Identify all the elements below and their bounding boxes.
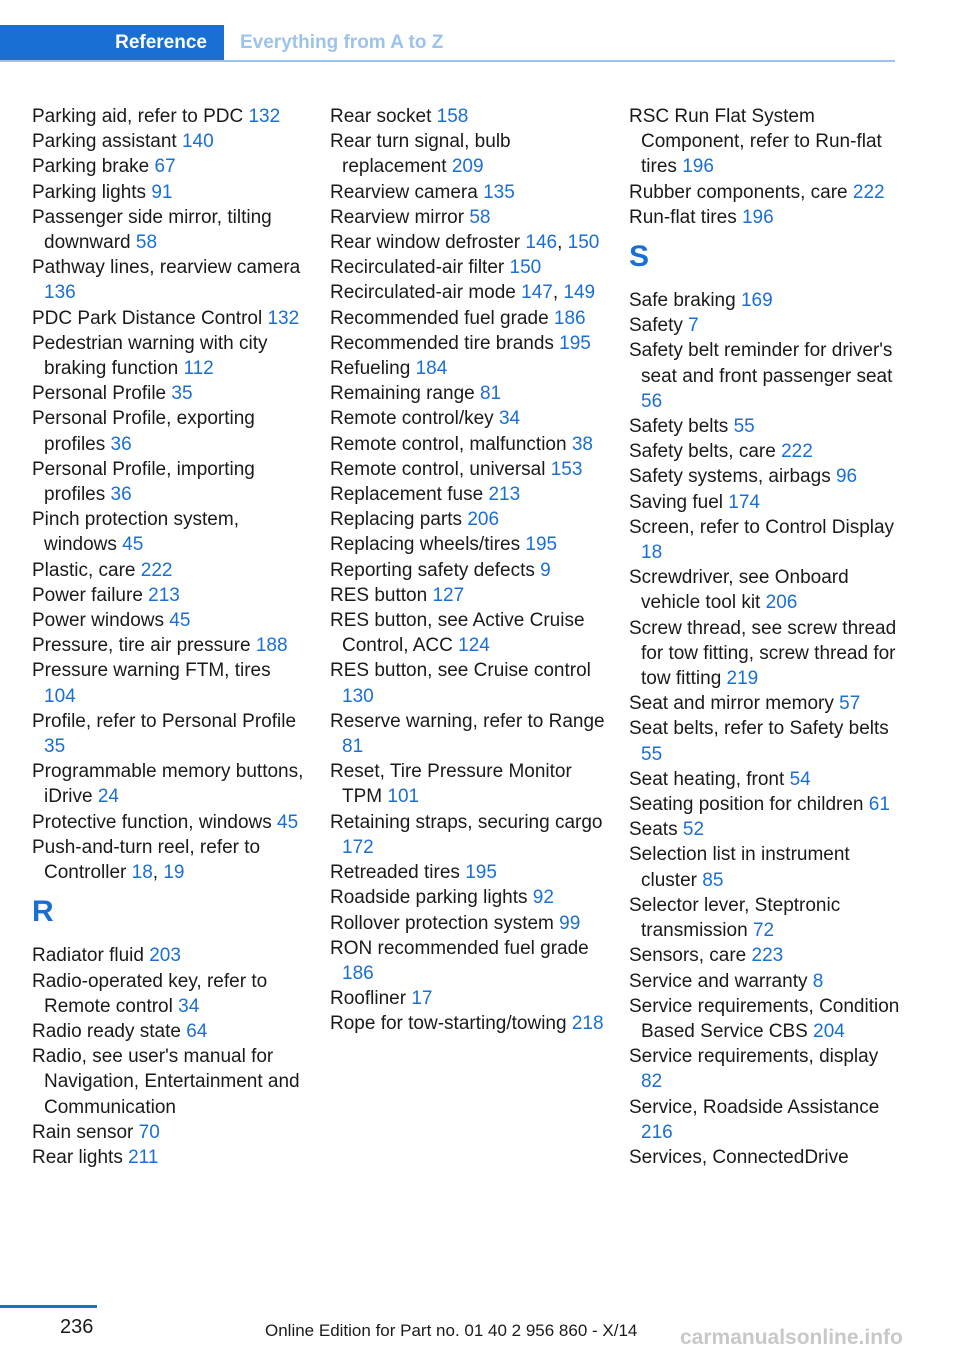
- index-entry-term: Safety: [629, 315, 683, 337]
- index-entry-term: Selection list in instrument cluster: [629, 844, 850, 891]
- index-entry-term: Rain sensor: [32, 1121, 134, 1143]
- page-reference-link[interactable]: 206: [765, 592, 798, 614]
- index-entry: [330, 457, 605, 482]
- index-entry-term: Replacement fuse: [330, 484, 484, 506]
- index-entry-term: Rollover protection system: [330, 912, 554, 934]
- index-entry-term: Retreaded tires: [330, 862, 460, 884]
- page-reference-link[interactable]: 174: [728, 491, 760, 513]
- index-entry-term: Plastic, care: [32, 559, 136, 581]
- page-reference-link[interactable]: 67: [154, 156, 176, 178]
- page-reference-link[interactable]: 169: [740, 290, 773, 312]
- index-entry: [32, 180, 307, 205]
- index-entry: [32, 457, 307, 507]
- index-entry-term: Reset, Tire Pressure Monitor TPM: [330, 761, 572, 808]
- index-entry: [330, 255, 605, 280]
- page-reference-link[interactable]: 61: [868, 794, 890, 816]
- index-entry: [330, 810, 605, 860]
- page-reference-link[interactable]: 57: [839, 693, 861, 715]
- index-entry-term: Rearview mirror: [330, 206, 465, 228]
- page-reference-link[interactable]: 219: [726, 668, 759, 690]
- index-column-2: [330, 104, 605, 1037]
- page-reference-link[interactable]: 140: [181, 131, 214, 153]
- index-entry-term: Refueling: [330, 358, 411, 380]
- page-reference-link[interactable]: 195: [559, 332, 591, 354]
- index-entry-term: Pinch protection system, windows: [32, 509, 239, 556]
- page-reference-link[interactable]: 35: [44, 736, 66, 758]
- index-entry-term: Seat and mirror memory: [629, 693, 834, 715]
- page-reference-link[interactable]: 19: [163, 862, 185, 884]
- page-reference-link[interactable]: 45: [169, 610, 191, 632]
- index-column-1: [32, 104, 307, 1170]
- page-reference-link[interactable]: 195: [465, 862, 497, 884]
- index-entry: [629, 288, 904, 313]
- index-entry-term: Radiator fluid: [32, 945, 144, 967]
- index-entry: [629, 716, 904, 766]
- index-entry-term: Run-flat tires: [629, 206, 737, 228]
- index-entry: [330, 432, 605, 457]
- index-entry: [32, 1120, 307, 1145]
- page-reference-link[interactable]: 186: [342, 962, 374, 984]
- page-reference-link[interactable]: 127: [432, 584, 465, 606]
- page-reference-link[interactable]: 72: [752, 920, 775, 942]
- index-entry-term: Saving fuel: [629, 491, 724, 513]
- page-reference-link[interactable]: 92: [532, 887, 554, 909]
- index-entry-term: Profile, refer to Personal Profile: [32, 710, 297, 732]
- index-entry-term: Remaining range: [330, 383, 475, 405]
- footer-rule: [0, 1305, 97, 1308]
- page-reference-link[interactable]: 184: [415, 358, 448, 380]
- index-entry: [32, 507, 307, 557]
- index-entry: [32, 306, 307, 331]
- index-entry-term: Parking aid, refer to PDC: [32, 106, 244, 127]
- index-entry: [629, 969, 904, 994]
- index-entry: [330, 936, 605, 986]
- index-entry-term: Parking brake: [32, 156, 150, 178]
- index-entry: Push-and-turn reel, refer to Controller 18, 19: [32, 836, 261, 884]
- index-entry-term: Seating position for children: [629, 794, 864, 816]
- index-entry: [32, 1019, 307, 1044]
- index-entry: [32, 709, 307, 759]
- page-reference-link[interactable]: 35: [171, 383, 193, 405]
- index-entry-term: Pressure warning FTM, tires: [32, 660, 271, 682]
- index-entry-term: Rearview camera: [330, 181, 478, 203]
- index-entry-term: Rear turn signal, bulb replacement: [330, 131, 511, 178]
- index-entry-term: Seat belts, refer to Safety belts: [629, 718, 889, 740]
- index-entry-term: Personal Profile: [32, 383, 167, 405]
- index-entry-term: Screwdriver, see Onboard vehicle tool kit: [629, 567, 849, 614]
- page-reference-link[interactable]: 132: [267, 307, 300, 329]
- index-entry-term: Selector lever, Steptronic transmission: [629, 894, 841, 942]
- index-entry-term: Passenger side mirror, tilting downward: [32, 206, 272, 254]
- index-entry-term: Rope for tow-starting/towing: [330, 1013, 567, 1035]
- index-entry-term: Safety systems, airbags: [629, 466, 831, 488]
- page-reference-link[interactable]: 222: [140, 559, 173, 581]
- index-entry: [629, 943, 904, 968]
- index-entry: [32, 255, 307, 305]
- page-reference-link[interactable]: 55: [641, 743, 663, 765]
- page-reference-link[interactable]: 222: [852, 181, 885, 203]
- page-reference-link[interactable]: 96: [835, 466, 858, 488]
- index-entry-term: Recommended fuel grade: [330, 307, 549, 329]
- index-entry-term: RES button: [330, 584, 428, 606]
- index-entry-term: Parking lights: [32, 181, 147, 203]
- index-entry: [330, 205, 605, 230]
- index-entry-term: Service, Roadside Assistance: [629, 1096, 880, 1118]
- index-entry: [330, 406, 605, 431]
- page-reference-link[interactable]: 101: [387, 786, 420, 808]
- section-tab-reference: Reference: [0, 25, 224, 60]
- page-reference-link[interactable]: 45: [277, 811, 299, 833]
- index-entry: [32, 583, 307, 608]
- index-entry-term: Radio, see user's manual for Navigation, Entertainment and Communication: [32, 1046, 300, 1118]
- page-reference-link[interactable]: 91: [151, 181, 173, 203]
- index-entry: [330, 583, 605, 608]
- page-reference-link[interactable]: 150: [567, 232, 600, 254]
- page-reference-link[interactable]: 150: [509, 257, 542, 279]
- index-entry: [629, 893, 904, 943]
- index-entry-term: Safe braking: [629, 290, 736, 312]
- page-reference-link[interactable]: 213: [148, 584, 180, 606]
- index-entry: [330, 860, 605, 885]
- index-entry-term: RSC Run Flat System Component, refer to Run-flat tires: [629, 106, 882, 178]
- index-entry-term: Seat heating, front: [629, 768, 785, 790]
- page-reference-link[interactable]: 130: [342, 685, 374, 707]
- page-reference-link[interactable]: 211: [128, 1146, 159, 1168]
- index-entry-term: Radio ready state: [32, 1020, 181, 1042]
- page-reference-link[interactable]: 188: [255, 635, 288, 657]
- index-entry-term: Pressure, tire air pressure: [32, 635, 251, 657]
- index-entry-term: Seats: [629, 819, 678, 841]
- page-reference-link[interactable]: 36: [110, 433, 132, 455]
- index-entry-term: Protective function, windows: [32, 811, 272, 833]
- page-reference-link[interactable]: 196: [682, 156, 714, 178]
- index-entry: [32, 104, 307, 129]
- page-reference-link[interactable]: 204: [813, 1020, 845, 1042]
- index-entry-term: Safety belts, care: [629, 441, 776, 463]
- index-entry-term: Recirculated-air filter: [330, 257, 505, 279]
- index-entry-term: Replacing wheels/tires: [330, 534, 521, 556]
- page-reference-link[interactable]: 9: [540, 559, 551, 581]
- page-reference-link[interactable]: 45: [122, 534, 144, 556]
- page-reference-link[interactable]: 195: [525, 534, 558, 556]
- index-entry: [330, 532, 605, 557]
- index-entry: [32, 129, 307, 154]
- page-reference-link[interactable]: 186: [553, 307, 586, 329]
- page-reference-link[interactable]: 146: [525, 232, 558, 254]
- index-entry: Rear window defroster 146, 150: [330, 232, 600, 254]
- chapter-title: Everything from A to Z: [240, 31, 444, 53]
- index-entry: [32, 810, 307, 835]
- page-reference-link[interactable]: 206: [467, 509, 500, 531]
- page-reference-link[interactable]: 58: [469, 206, 491, 228]
- index-entry: [32, 658, 307, 708]
- index-entry-term: Radio-operated key, refer to Remote control: [32, 970, 268, 1017]
- index-entry-term: RON recommended fuel grade: [330, 937, 589, 959]
- index-entry-term: Service requirements, Condition Based Service CBS: [629, 995, 900, 1042]
- index-entry: [629, 1145, 904, 1170]
- index-entry-term: Remote control, universal: [330, 458, 546, 480]
- page-reference-link[interactable]: 124: [458, 635, 490, 657]
- page-reference-link[interactable]: 38: [571, 433, 593, 455]
- index-entry-term: Safety belts: [629, 416, 729, 438]
- index-entry-term: Power failure: [32, 584, 143, 606]
- index-entry: [330, 1011, 605, 1036]
- index-entry: [330, 507, 605, 532]
- index-entry-term: Service and warranty: [629, 970, 808, 992]
- index-entry: Recirculated-air mode 147, 149: [330, 282, 596, 304]
- index-entry: [32, 154, 307, 179]
- index-entry: [330, 986, 605, 1011]
- page-reference-link[interactable]: 24: [97, 786, 119, 808]
- page-reference-link[interactable]: 81: [479, 383, 502, 405]
- index-entry: [629, 792, 904, 817]
- index-entry: [629, 515, 904, 565]
- page-reference-link[interactable]: 135: [483, 181, 515, 203]
- index-entry: [629, 1095, 904, 1145]
- index-entry-term: Screw thread, see screw thread for tow fitting, screw thread for tow fitting: [629, 617, 897, 690]
- index-entry-term: Reporting safety defects: [330, 559, 535, 581]
- page-reference-link[interactable]: 132: [248, 106, 281, 127]
- index-column-3: [629, 104, 904, 1170]
- index-entry: [330, 381, 605, 406]
- index-entry-term: Services, ConnectedDrive: [629, 1146, 849, 1168]
- page-reference-link[interactable]: 172: [342, 836, 374, 858]
- index-entry-term: Roofliner: [330, 988, 407, 1010]
- index-entry: [629, 414, 904, 439]
- page-reference-link[interactable]: 158: [436, 106, 469, 127]
- page-reference-link[interactable]: 136: [44, 282, 76, 304]
- watermark: carmanualsonline.info: [680, 1326, 903, 1349]
- index-entry: [32, 759, 307, 809]
- page-reference-link[interactable]: 85: [702, 869, 724, 891]
- page-reference-link[interactable]: 112: [183, 358, 214, 380]
- index-entry-term: Safety belt reminder for driver's seat and front passenger seat: [629, 340, 893, 387]
- section-letter: R: [32, 895, 54, 929]
- index-entry: [330, 658, 605, 708]
- index-entry: [629, 464, 904, 489]
- index-entry: [330, 608, 605, 658]
- index-entry: [629, 842, 904, 892]
- index-entry: [32, 381, 307, 406]
- index-entry: [330, 306, 605, 331]
- index-entry: [32, 1145, 307, 1170]
- index-entry-term: Retaining straps, securing cargo: [330, 811, 603, 833]
- page-reference-link[interactable]: 64: [186, 1020, 208, 1042]
- index-entry: [330, 558, 605, 583]
- index-entry: [629, 616, 904, 692]
- index-entry-term: Rear window defroster: [330, 232, 521, 254]
- index-entry: [629, 565, 904, 615]
- index-entry: [629, 338, 904, 414]
- page-reference-link[interactable]: 34: [498, 408, 521, 430]
- page-reference-link[interactable]: 213: [488, 484, 521, 506]
- index-entry: [330, 482, 605, 507]
- index-entry: [330, 180, 605, 205]
- index-entry: [330, 356, 605, 381]
- index-entry-term: Sensors, care: [629, 945, 747, 967]
- index-entry-term: PDC Park Distance Control: [32, 307, 263, 329]
- index-entry-term: Programmable memory buttons, iDrive: [32, 761, 304, 808]
- page-header: [0, 25, 895, 62]
- index-entry-term: Rear lights: [32, 1146, 123, 1168]
- page-reference-link[interactable]: 81: [342, 736, 364, 758]
- index-entry: [629, 490, 904, 515]
- index-entry: [629, 767, 904, 792]
- page-reference-link[interactable]: 56: [641, 390, 663, 412]
- index-entry: [32, 406, 307, 456]
- page-reference-link[interactable]: 153: [550, 458, 583, 480]
- edition-note: Online Edition for Part no. 01 40 2 956 860 - X/14: [265, 1321, 638, 1340]
- index-entry-term: Recirculated-air mode: [330, 282, 516, 304]
- index-entry: [629, 439, 904, 464]
- index-entry-term: Parking assistant: [32, 131, 177, 153]
- index-entry-term: Replacing parts: [330, 509, 463, 531]
- index-entry: [629, 691, 904, 716]
- page-reference-link[interactable]: 99: [559, 912, 581, 934]
- index-entry-term: Screen, refer to Control Display: [629, 516, 895, 538]
- index-entry-term: Personal Profile, exporting profiles: [32, 408, 255, 455]
- index-entry: [629, 313, 904, 338]
- index-entry: [629, 817, 904, 842]
- page-reference-link[interactable]: 104: [44, 685, 76, 707]
- page-reference-link[interactable]: 17: [411, 988, 433, 1010]
- index-entry: [629, 104, 904, 180]
- index-entry-term: Rear socket: [330, 106, 432, 127]
- index-entry: [32, 558, 307, 583]
- index-entry-term: Reserve warning, refer to Range: [330, 710, 605, 732]
- index-entry-term: Remote control/key: [330, 408, 494, 430]
- index-entry: [629, 1044, 904, 1094]
- index-entry: [629, 205, 904, 230]
- index-entry: [330, 104, 605, 129]
- page-reference-link[interactable]: 216: [641, 1121, 673, 1143]
- page-reference-link[interactable]: 82: [641, 1071, 663, 1093]
- page-reference-link[interactable]: 54: [789, 768, 811, 790]
- page-reference-link[interactable]: 147: [521, 282, 553, 304]
- page-reference-link[interactable]: 8: [812, 970, 824, 992]
- page-reference-link[interactable]: 18: [641, 542, 663, 564]
- index-entry-term: Personal Profile, importing profiles: [32, 458, 255, 506]
- index-entry: [32, 633, 307, 658]
- page-number: 236: [60, 1316, 94, 1338]
- index-entry: [32, 205, 307, 255]
- page-reference-link[interactable]: 58: [135, 232, 158, 254]
- index-entry-term: Pedestrian warning with city braking function: [32, 332, 268, 380]
- index-entry-term: Pathway lines, rearview camera: [32, 257, 301, 279]
- index-entry: [330, 885, 605, 910]
- page-reference-link[interactable]: 70: [138, 1121, 160, 1143]
- index-entry: [629, 180, 904, 205]
- page-reference-link[interactable]: 52: [682, 819, 705, 841]
- page-reference-link[interactable]: 196: [741, 206, 774, 228]
- page-reference-link[interactable]: 55: [733, 416, 755, 438]
- index-entry: [330, 911, 605, 936]
- index-entry-term: RES button, see Active Cruise Control, ACC: [330, 610, 585, 657]
- page-reference-link[interactable]: 203: [149, 945, 181, 967]
- index-entry: [32, 608, 307, 633]
- page-reference-link[interactable]: 222: [781, 441, 813, 463]
- index-entry-term: Roadside parking lights: [330, 887, 528, 909]
- index-entry: [32, 943, 307, 968]
- page-reference-link[interactable]: 223: [751, 945, 784, 967]
- index-entry-term: Recommended tire brands: [330, 332, 554, 354]
- index-entry: [330, 709, 605, 759]
- page-reference-link[interactable]: 18: [131, 862, 153, 884]
- page-reference-link[interactable]: 7: [688, 315, 699, 337]
- index-entry: [32, 1044, 307, 1120]
- index-entry: [330, 331, 605, 356]
- page-reference-link[interactable]: 149: [563, 282, 596, 304]
- index-entry: [330, 759, 605, 809]
- index-entry-term: Rubber components, care: [629, 181, 848, 203]
- index-entry: [330, 129, 605, 179]
- page-reference-link[interactable]: 218: [571, 1013, 604, 1035]
- index-entry-term: Push-and-turn reel, refer to Controller: [32, 836, 261, 884]
- page-reference-link[interactable]: 36: [110, 484, 132, 506]
- index-entry: [32, 331, 307, 381]
- index-entry-term: RES button, see Cruise control: [330, 660, 591, 682]
- index-entry: [629, 994, 904, 1044]
- index-entry-term: Service requirements, display: [629, 1046, 879, 1068]
- index-entry-term: Remote control, malfunction: [330, 433, 567, 455]
- index-entry: [32, 969, 307, 1019]
- page-reference-link[interactable]: 34: [178, 995, 200, 1017]
- page-reference-link[interactable]: 209: [451, 156, 484, 178]
- index-entry-term: Power windows: [32, 610, 164, 632]
- section-letter: S: [629, 240, 650, 274]
